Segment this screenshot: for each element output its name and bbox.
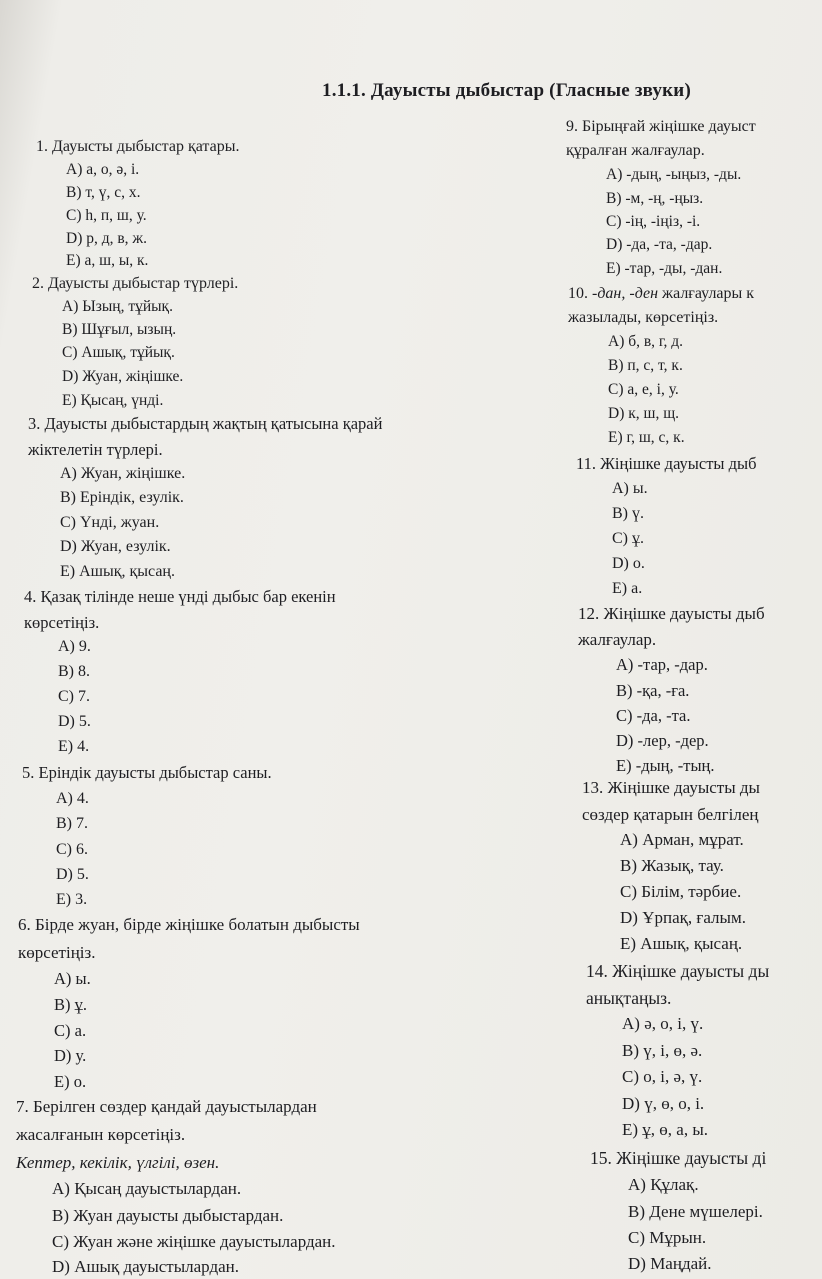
question-13-line-2: сөздер қатарын белгілең bbox=[582, 805, 759, 824]
question-10-line-1 bbox=[568, 285, 754, 303]
question-2: 2. Дауысты дыбыстар түрлері. bbox=[32, 275, 239, 292]
question-13-option-a: A) Арман, мұрат. bbox=[620, 830, 744, 849]
question-9-option-b: B) -м, -ң, -ңыз. bbox=[606, 190, 704, 207]
question-10-option-b: B) п, с, т, к. bbox=[608, 357, 683, 374]
question-14-option-b: B) ү, і, ө, ә. bbox=[622, 1041, 703, 1060]
question-14-option-e: E) ұ, ө, а, ы. bbox=[622, 1120, 709, 1139]
question-4-line-1: 4. Қазақ тілінде неше үнді дыбыс бар екенін bbox=[24, 587, 336, 606]
question-3-option-e: E) Ашық, қысаң. bbox=[60, 563, 175, 580]
question-2-option-c: C) Ашық, тұйық. bbox=[62, 344, 175, 361]
question-5-option-c: C) 6. bbox=[56, 841, 88, 858]
question-13-option-d: D) Ұрпақ, ғалым. bbox=[620, 908, 746, 927]
question-12-option-a: A) -тар, -дар. bbox=[616, 655, 708, 674]
question-4-option-b: B) 8. bbox=[58, 663, 90, 680]
question-11: 11. Жіңішке дауысты дыб bbox=[576, 454, 757, 473]
question-10-line-1-rest: жалғаулары к bbox=[662, 285, 755, 302]
question-15-option-b: B) Дене мүшелері. bbox=[628, 1202, 763, 1221]
question-12-option-d: D) -лер, -дер. bbox=[616, 731, 709, 750]
question-9-line-1: 9. Бірыңғай жіңішке дауыст bbox=[566, 118, 756, 135]
question-7-line-2: жасалғанын көрсетіңіз. bbox=[16, 1125, 186, 1144]
question-14-line-1: 14. Жіңішке дауысты ды bbox=[586, 961, 770, 981]
question-13-option-e: E) Ашық, қысаң. bbox=[620, 934, 743, 953]
question-3-line-1: 3. Дауысты дыбыстардың жақтың қатысына қарай bbox=[28, 414, 383, 433]
question-15-option-a: A) Құлақ. bbox=[628, 1175, 699, 1194]
question-2-option-b: B) Шұғыл, ызың. bbox=[62, 321, 177, 338]
question-15-option-c: C) Мұрын. bbox=[628, 1228, 707, 1247]
question-10-number: 10. bbox=[568, 285, 588, 302]
question-10-option-e: E) г, ш, с, к. bbox=[608, 429, 685, 446]
question-5: 5. Еріндік дауысты дыбыстар саны. bbox=[22, 763, 272, 782]
question-4-option-e: E) 4. bbox=[58, 738, 90, 755]
question-10-suffixes: -дан, -ден bbox=[592, 285, 659, 302]
question-4-option-d: D) 5. bbox=[58, 713, 91, 730]
question-7-line-1: 7. Берілген сөздер қандай дауыстылардан bbox=[16, 1097, 317, 1116]
question-10-option-a: A) б, в, г, д. bbox=[608, 333, 684, 350]
question-9-line-2: құралған жалғаулар. bbox=[566, 142, 705, 159]
question-7-option-c: C) Жуан және жіңішке дауыстылардан. bbox=[52, 1232, 336, 1251]
question-5-option-d: D) 5. bbox=[56, 866, 89, 883]
question-13-option-b: B) Жазық, тау. bbox=[620, 856, 724, 875]
page-title: 1.1.1. Дауысты дыбыстар (Гласные звуки) bbox=[322, 80, 691, 101]
question-1: 1. Дауысты дыбыстар қатары. bbox=[36, 138, 240, 155]
question-10-option-c: C) а, е, і, у. bbox=[608, 381, 679, 398]
question-12-option-b: B) -қа, -ға. bbox=[616, 681, 690, 700]
question-5-option-a: A) 4. bbox=[56, 790, 89, 807]
question-6-option-d: D) у. bbox=[54, 1046, 87, 1065]
question-12-line-2: жалғаулар. bbox=[578, 630, 657, 649]
question-5-option-e: E) 3. bbox=[56, 891, 88, 908]
question-14-option-d: D) ү, ө, о, і. bbox=[622, 1094, 705, 1113]
question-6-line-1: 6. Бірде жуан, бірде жіңішке болатын дыбысты bbox=[18, 915, 360, 934]
question-3-line-2: жіктелетін түрлері. bbox=[28, 440, 163, 459]
question-3-option-d: D) Жуан, езулік. bbox=[60, 538, 171, 555]
question-13-option-c: C) Білім, тәрбие. bbox=[620, 882, 742, 901]
question-9-option-e: E) -тар, -ды, -дан. bbox=[606, 260, 723, 277]
question-1-option-c: C) һ, п, ш, у. bbox=[66, 207, 147, 224]
question-1-option-a: A) а, о, ә, і. bbox=[66, 161, 140, 178]
question-9-option-a: A) -дың, -ыңыз, -ды. bbox=[606, 166, 742, 183]
question-5-option-b: B) 7. bbox=[56, 815, 88, 832]
question-9-option-c: C) -ің, -іңіз, -і. bbox=[606, 213, 701, 230]
question-14-line-2: анықтаңыз. bbox=[586, 988, 672, 1008]
question-3-option-a: A) Жуан, жіңішке. bbox=[60, 465, 186, 482]
question-12-line-1: 12. Жіңішке дауысты дыб bbox=[578, 604, 765, 623]
question-2-option-a: A) Ызың, тұйық. bbox=[62, 298, 173, 315]
question-6-option-a: A) ы. bbox=[54, 969, 91, 988]
question-2-option-e: E) Қысаң, үнді. bbox=[62, 392, 164, 409]
question-4-option-a: A) 9. bbox=[58, 638, 91, 655]
question-13-line-1: 13. Жіңішке дауысты ды bbox=[582, 778, 760, 797]
question-14-option-c: C) о, і, ә, ү. bbox=[622, 1067, 703, 1086]
question-4-line-2: көрсетіңіз. bbox=[24, 613, 100, 632]
question-7-option-b: B) Жуан дауысты дыбыстардан. bbox=[52, 1206, 284, 1225]
question-10-option-d: D) к, ш, щ. bbox=[608, 405, 680, 422]
question-3-option-c: C) Үнді, жуан. bbox=[60, 514, 160, 531]
question-2-option-d: D) Жуан, жіңішке. bbox=[62, 368, 184, 385]
question-7-option-a: A) Қысаң дауыстылардан. bbox=[52, 1179, 242, 1198]
question-1-option-d: D) р, д, в, ж. bbox=[66, 230, 148, 247]
question-11-option-b: B) ү. bbox=[612, 505, 644, 522]
question-14-option-a: A) ә, о, і, ү. bbox=[622, 1014, 704, 1033]
question-7-words: Кептер, кекілік, үлгілі, өзен. bbox=[16, 1153, 220, 1172]
question-12-option-c: C) -да, -та. bbox=[616, 706, 691, 725]
question-1-option-e: E) а, ш, ы, к. bbox=[66, 252, 149, 269]
question-1-option-b: B) т, ү, с, х. bbox=[66, 184, 141, 201]
question-11-option-d: D) о. bbox=[612, 555, 645, 572]
question-7-option-d: D) Ашық дауыстылардан. bbox=[52, 1257, 239, 1276]
question-10-line-2: жазылады, көрсетіңіз. bbox=[568, 309, 719, 326]
question-4-option-c: C) 7. bbox=[58, 688, 90, 705]
question-11-option-e: E) а. bbox=[612, 580, 643, 597]
question-11-option-a: A) ы. bbox=[612, 480, 648, 497]
question-6-option-b: B) ұ. bbox=[54, 995, 87, 1014]
question-3-option-b: B) Еріндік, езулік. bbox=[60, 489, 184, 506]
question-15: 15. Жіңішке дауысты ді bbox=[590, 1148, 767, 1168]
question-6-option-e: E) о. bbox=[54, 1072, 87, 1091]
question-6-option-c: C) а. bbox=[54, 1021, 87, 1040]
question-11-option-c: C) ұ. bbox=[612, 530, 644, 547]
question-6-line-2: көрсетіңіз. bbox=[18, 943, 96, 962]
question-9-option-d: D) -да, -та, -дар. bbox=[606, 236, 713, 253]
question-15-option-d: D) Маңдай. bbox=[628, 1254, 712, 1273]
question-12-option-e: E) -дың, -тың. bbox=[616, 756, 715, 775]
